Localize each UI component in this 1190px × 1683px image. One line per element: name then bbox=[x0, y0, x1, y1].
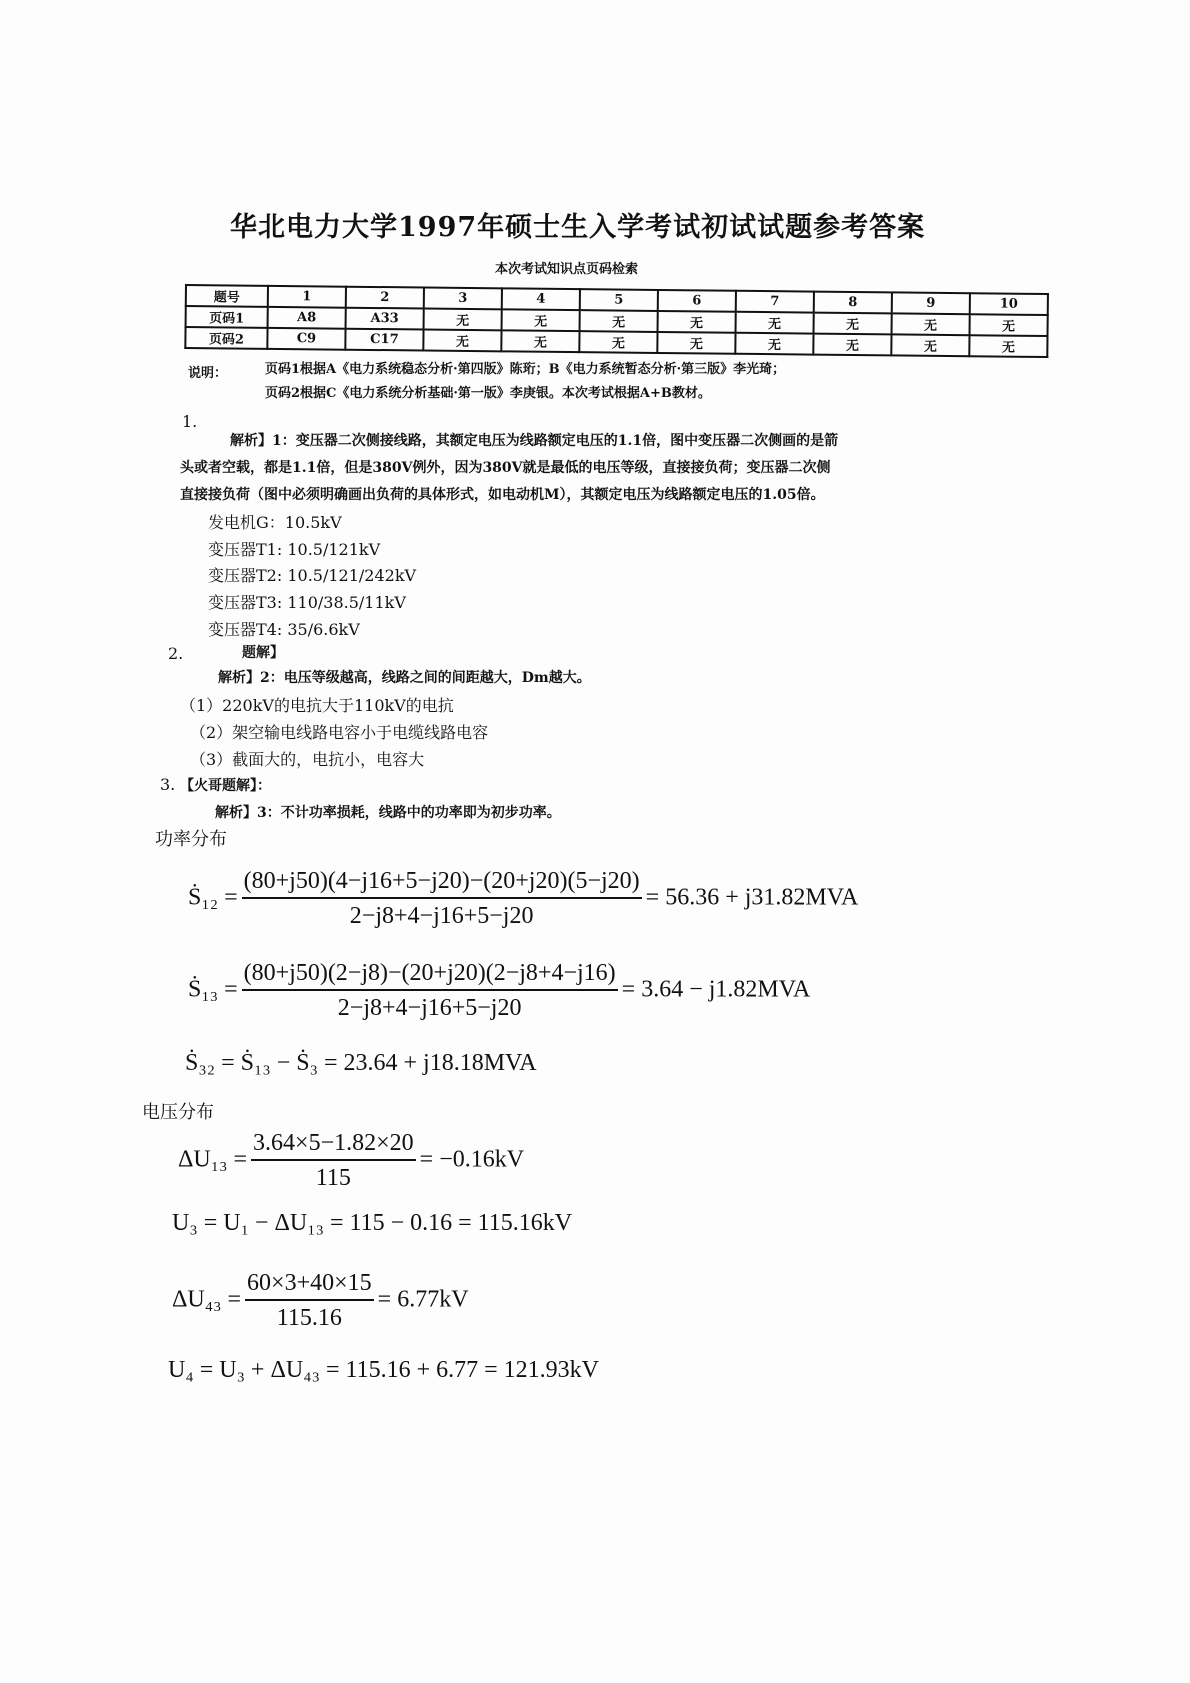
paragraph: 解析】1：变压器二次侧接线路，其额定电压为线路额定电压的1.1倍，图中变压器二次侧画的是箭 bbox=[230, 433, 839, 449]
paragraph: 解析】2：电压等级越高，线路之间的间距越大，Dm越大。 bbox=[218, 670, 591, 686]
table-cell: 无 bbox=[891, 334, 969, 356]
eq-denominator: 2−j8+4−j16+5−j20 bbox=[349, 903, 534, 929]
eq-numerator: (80+j50)(2−j8)−(20+j20)(2−j8+4−j16) bbox=[242, 960, 618, 991]
table-cell: 无 bbox=[423, 330, 501, 352]
eq-denominator: 2−j8+4−j16+5−j20 bbox=[337, 995, 522, 1021]
note-label: 说明： bbox=[188, 366, 228, 381]
table-cell: 2 bbox=[346, 287, 424, 309]
paragraph: 头或者空载，都是1.1倍，但是380V例外，因为380V就是最低的电压等级，直接接负荷；变压器二次侧 bbox=[180, 460, 831, 476]
heading: 题解】 bbox=[242, 645, 284, 661]
table-cell: 无 bbox=[969, 335, 1047, 357]
eq-denominator: 115 bbox=[315, 1165, 351, 1191]
eq-numerator: 60×3+40×15 bbox=[245, 1270, 374, 1301]
question-number: 1. bbox=[182, 412, 198, 431]
list-item: 变压器T1: 10.5/121kV bbox=[208, 540, 381, 559]
equation-s12 bbox=[188, 868, 858, 930]
table-cell: 无 bbox=[502, 309, 580, 331]
eq-rhs: = 6.77kV bbox=[377, 1286, 469, 1313]
heading: 【火哥题解】： bbox=[180, 778, 271, 794]
table-cell: 3 bbox=[424, 288, 502, 310]
note-line: 页码2根据C《电力系统分析基础·第一版》李庚银。本次考试根据A+B教材。 bbox=[265, 386, 711, 401]
table-cell: 7 bbox=[736, 291, 814, 313]
list-item: 变压器T4: 35/6.6kV bbox=[208, 620, 360, 639]
equation-du13 bbox=[178, 1130, 524, 1192]
table-cell: 无 bbox=[735, 333, 813, 355]
table-cell: 无 bbox=[658, 311, 736, 333]
table-cell: 无 bbox=[579, 331, 657, 353]
table-cell: 无 bbox=[657, 332, 735, 354]
table-cell: 无 bbox=[424, 309, 502, 331]
section-label: 功率分布 bbox=[155, 829, 227, 850]
eq-rhs: = 56.36 + j31.82MVA bbox=[645, 884, 859, 911]
eq-numerator: (80+j50)(4−j16+5−j20)−(20+j20)(5−j20) bbox=[242, 868, 642, 899]
list-item: 发电机G：10.5kV bbox=[208, 513, 342, 532]
table-cell: 无 bbox=[580, 310, 658, 332]
paragraph: 直接接负荷（图中必须明确画出负荷的具体形式，如电动机M），其额定电压为线路额定电压的1.05倍。 bbox=[180, 487, 825, 503]
table-cell: 10 bbox=[970, 293, 1048, 315]
table-cell: 无 bbox=[970, 314, 1048, 336]
table-cell: C9 bbox=[267, 328, 345, 350]
list-item: （2）架空输电线路电容小于电缆线路电容 bbox=[190, 723, 489, 742]
question-number: 3. bbox=[160, 775, 176, 794]
table-cell: C17 bbox=[345, 329, 423, 351]
table-cell: A8 bbox=[268, 307, 346, 329]
table-cell: 9 bbox=[892, 292, 970, 314]
list-item: （1）220kV的电抗大于110kV的电抗 bbox=[180, 696, 454, 715]
table-cell: A33 bbox=[346, 308, 424, 330]
table-cell: 页码2 bbox=[185, 327, 267, 349]
table-cell: 5 bbox=[580, 289, 658, 311]
table-cell: 题号 bbox=[186, 285, 268, 307]
eq-lhs: ΔU₁₃ = bbox=[178, 1146, 248, 1173]
list-item: 变压器T3: 110/38.5/11kV bbox=[208, 593, 406, 612]
eq-rhs: = −0.16kV bbox=[419, 1146, 525, 1173]
table-cell: 无 bbox=[892, 313, 970, 335]
paragraph: 解析】3：不计功率损耗，线路中的功率即为初步功率。 bbox=[215, 805, 561, 821]
equation-s32: Ṡ₃₂ = Ṡ₁₃ − Ṡ₃ = 23.64 + j18.18MVA bbox=[185, 1050, 537, 1076]
equation-u4: U₄ = U₃ + ΔU₄₃ = 115.16 + 6.77 = 121.93kV bbox=[168, 1357, 600, 1383]
table-caption: 本次考试知识点页码检索 bbox=[495, 262, 639, 277]
table-cell: 6 bbox=[658, 290, 736, 312]
list-item: 变压器T2: 10.5/121/242kV bbox=[208, 566, 417, 585]
table-cell: 无 bbox=[814, 313, 892, 335]
equation-s13 bbox=[188, 960, 810, 1022]
question-number: 2. bbox=[168, 644, 184, 663]
eq-lhs: ΔU₄₃ = bbox=[172, 1286, 242, 1313]
note-line: 页码1根据A《电力系统稳态分析·第四版》陈珩；B《电力系统暂态分析·第三版》李光琦； bbox=[265, 362, 786, 377]
table-cell: 无 bbox=[501, 330, 579, 352]
table-cell: 页码1 bbox=[186, 306, 268, 328]
section-label: 电压分布 bbox=[142, 1102, 214, 1123]
list-item: （3）截面大的，电抗小，电容大 bbox=[190, 750, 425, 769]
eq-numerator: 3.64×5−1.82×20 bbox=[251, 1130, 416, 1161]
table-cell: 无 bbox=[736, 312, 814, 334]
page-index-table bbox=[184, 284, 1049, 358]
eq-lhs: Ṡ₁₂ = bbox=[188, 884, 238, 911]
table-cell: 无 bbox=[813, 334, 891, 356]
document-title: 华北电力大学1997年硕士生入学考试初试试题参考答案 bbox=[230, 212, 926, 243]
table-cell: 8 bbox=[814, 292, 892, 314]
eq-denominator: 115.16 bbox=[276, 1305, 342, 1331]
eq-rhs: = 3.64 − j1.82MVA bbox=[621, 976, 811, 1003]
equation-u3: U₃ = U₁ − ΔU₁₃ = 115 − 0.16 = 115.16kV bbox=[172, 1210, 573, 1236]
eq-lhs: Ṡ₁₃ = bbox=[188, 976, 238, 1003]
table-cell: 1 bbox=[268, 286, 346, 308]
equation-du43 bbox=[172, 1270, 469, 1332]
table-cell: 4 bbox=[502, 288, 580, 310]
